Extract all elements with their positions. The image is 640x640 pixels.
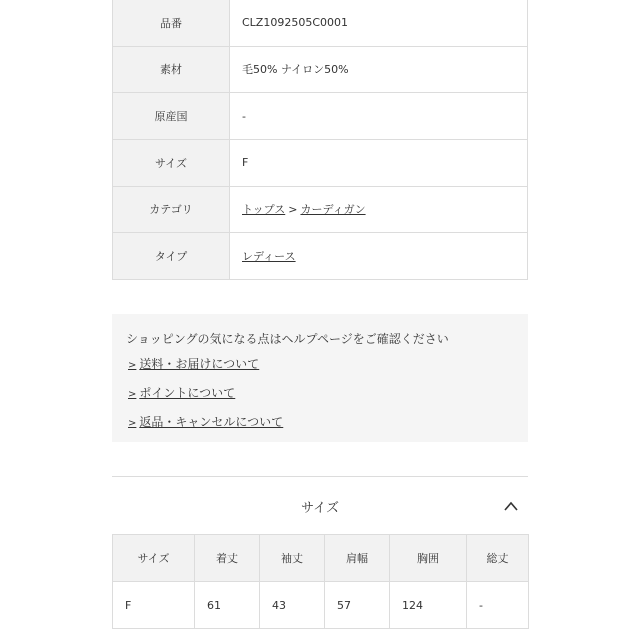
table-row: [113, 582, 529, 629]
spec-table: [112, 0, 528, 280]
spec-row: [113, 233, 528, 280]
size-cell: F: [113, 582, 195, 629]
spec-row: [113, 186, 528, 233]
chevron-up-icon[interactable]: [504, 501, 518, 511]
help-link-shipping[interactable]: [126, 356, 514, 374]
spec-value-type: [230, 233, 528, 280]
spec-value: -: [230, 93, 528, 140]
help-link-returns[interactable]: [126, 414, 514, 432]
size-accordion-header[interactable]: [112, 476, 528, 534]
size-header-cell: 袖丈: [260, 535, 325, 582]
size-table-header: [113, 535, 529, 582]
category-link-tops[interactable]: トップス: [242, 203, 286, 217]
category-link-cardigan[interactable]: カーディガン: [300, 203, 366, 217]
spec-row: [113, 46, 528, 93]
spec-value-category: [230, 186, 528, 233]
spec-label: 品番: [113, 0, 230, 46]
help-link-label: 送料・お届けについて: [139, 357, 260, 371]
size-cell: 43: [260, 582, 325, 629]
chevron-right-icon: >: [128, 360, 137, 371]
size-cell: 124: [390, 582, 467, 629]
spec-row: [113, 139, 528, 186]
spec-row: [113, 0, 528, 46]
size-cell: 61: [195, 582, 260, 629]
breadcrumb-separator: >: [288, 203, 298, 217]
size-header-cell: 総丈: [467, 535, 529, 582]
help-title: ショッピングの気になる点はヘルプページをご確認ください: [126, 332, 449, 346]
spec-row: [113, 93, 528, 140]
spec-value: 毛50% ナイロン50%: [230, 46, 528, 93]
size-header-cell: 肩幅: [325, 535, 390, 582]
spec-label: カテゴリ: [113, 186, 230, 233]
size-cell: 57: [325, 582, 390, 629]
spec-label: タイプ: [113, 233, 230, 280]
size-section-title: サイズ: [301, 501, 339, 516]
size-header-cell: 着丈: [195, 535, 260, 582]
size-table: [112, 534, 529, 629]
spec-label: サイズ: [113, 139, 230, 186]
spec-label: 原産国: [113, 93, 230, 140]
type-link-ladies[interactable]: レディース: [242, 250, 296, 264]
help-link-points[interactable]: [126, 385, 514, 403]
spec-value: CLZ1092505C0001: [230, 0, 528, 46]
chevron-right-icon: >: [128, 389, 137, 400]
size-cell: -: [467, 582, 529, 629]
help-link-label: ポイントについて: [139, 386, 236, 400]
chevron-right-icon: >: [128, 418, 137, 429]
spec-value: F: [230, 139, 528, 186]
help-link-label: 返品・キャンセルについて: [139, 415, 284, 429]
spec-label: 素材: [113, 46, 230, 93]
help-box: [112, 314, 528, 442]
size-header-cell: サイズ: [113, 535, 195, 582]
size-header-cell: 胸囲: [390, 535, 467, 582]
